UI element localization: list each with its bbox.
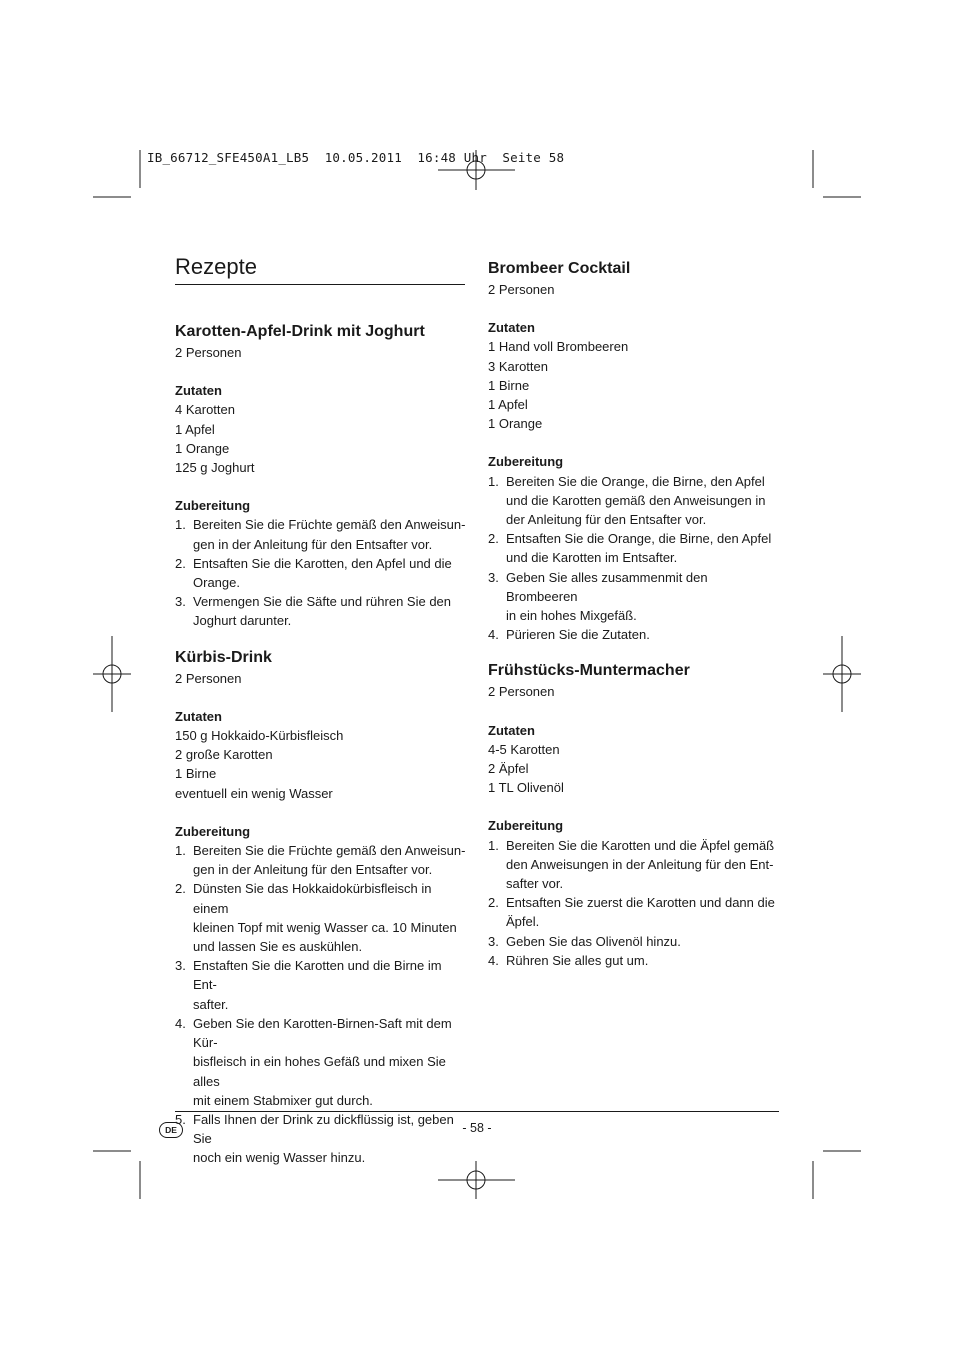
step-text-line: Vermengen Sie die Säfte und rühren Sie den [193, 594, 452, 610]
step-number: 5. [175, 1111, 186, 1127]
recipe-title: Kürbis-Drink [175, 648, 272, 666]
step-text-line: safter. [193, 996, 229, 1012]
step-text-line: gen in der Anleitung für den Entsafter vor. [193, 862, 433, 878]
step-text-line: safter vor. [506, 876, 564, 892]
step-number: 4. [175, 1015, 186, 1031]
step-text-line: Geben Sie das Olivenöl hinzu. [506, 933, 681, 949]
step-text-line: Rühren Sie alles gut um. [506, 952, 649, 968]
ingredient-item: 1 Birne [175, 766, 217, 782]
step-number: 4. [488, 627, 499, 643]
preparation-step [175, 879, 467, 956]
preparation-label: Zubereitung [488, 818, 564, 834]
registration-mark-left [93, 636, 131, 712]
preparation-label: Zubereitung [175, 823, 251, 839]
step-number: 4. [488, 952, 499, 968]
step-text-line: Geben Sie den Karotten-Birnen-Saft mit dem Kür- [193, 1015, 452, 1051]
step-text-line: Pürieren Sie die Zutaten. [506, 627, 650, 643]
preparation-label: Zubereitung [175, 498, 251, 514]
step-text-line: Entsaften Sie die Orange, die Birne, den Apfel [506, 531, 772, 547]
ingredient-item: 1 Hand voll Brombeeren [488, 339, 629, 355]
step-text-line: Geben Sie alles zusammenmit den Brombeeren [506, 569, 708, 604]
step-text-line: und die Karotten im Entsafter. [506, 550, 678, 566]
step-number: 3. [488, 933, 499, 949]
ingredient-item: 3 Karotten [488, 358, 548, 374]
step-text-line: Entsaften Sie zuerst die Karotten und dann die [506, 895, 775, 911]
step-number: 3. [488, 569, 499, 585]
preparation-step [488, 472, 780, 530]
recipe-kuerbis-drink [175, 647, 467, 1168]
preparation-step [488, 836, 780, 894]
preparation-steps [488, 472, 780, 645]
step-number: 1. [175, 517, 186, 533]
ingredients-list [488, 337, 780, 433]
step-text-line: Enstaften Sie die Karotten und die Birne im Ent- [193, 958, 442, 993]
preparation-step [488, 529, 780, 567]
step-text-line: und lassen Sie es auskühlen. [193, 939, 363, 955]
step-text-line: der Anleitung für den Entsafter vor. [506, 512, 707, 528]
page-number: - 58 - [462, 1121, 492, 1135]
recipe-fruehstuecks-muntermacher [488, 660, 780, 970]
step-text-line: Äpfel. [506, 914, 540, 930]
step-text-line: noch ein wenig Wasser hinzu. [193, 1150, 366, 1166]
step-number: 2. [488, 531, 499, 547]
recipe-title: Karotten-Apfel-Drink mit Joghurt [175, 323, 425, 340]
ingredient-item: 1 Orange [175, 440, 230, 456]
ingredient-item: 1 TL Olivenöl [488, 780, 564, 796]
step-text-line: Bereiten Sie die Früchte gemäß den Anweisun- [193, 517, 466, 533]
step-text-line: Bereiten Sie die Karotten und die Äpfel gemäß [506, 837, 775, 853]
ingredient-item: 2 große Karotten [175, 747, 273, 763]
ingredient-item: 125 g Joghurt [175, 460, 255, 476]
registration-mark-right [823, 636, 861, 712]
preparation-label: Zubereitung [488, 454, 564, 470]
step-text-line: Bereiten Sie die Orange, die Birne, den Apfel [506, 473, 765, 489]
recipe-karotten-apfel [175, 321, 467, 631]
step-text-line: in ein hohes Mixgefäß. [506, 608, 637, 624]
ingredients-label: Zutaten [488, 320, 535, 336]
step-number: 1. [175, 843, 186, 859]
preparation-step [175, 515, 467, 553]
registration-mark-top [438, 150, 515, 190]
ingredient-item: 1 Apfel [488, 397, 528, 413]
step-text-line: mit einem Stabmixer gut durch. [193, 1092, 373, 1108]
step-text-line: bisfleisch in ein hohes Gefäß und mixen Sie alles [193, 1054, 446, 1089]
step-text-line: Bereiten Sie die Früchte gemäß den Anweisun- [193, 843, 466, 859]
ingredients-label: Zutaten [488, 722, 535, 738]
recipe-brombeer-cocktail [488, 258, 780, 644]
step-text-line: Entsaften Sie die Karotten, den Apfel und die [193, 555, 452, 571]
preparation-step [175, 956, 467, 1014]
step-number: 2. [488, 895, 499, 911]
step-text-line: Dünsten Sie das Hokkaidokürbisfleisch in einem [193, 881, 432, 916]
preparation-steps [488, 836, 780, 970]
recipe-title: Frühstücks-Muntermacher [488, 662, 690, 680]
preparation-step [488, 951, 780, 970]
left-column [175, 254, 467, 1168]
recipe-servings: 2 Personen [175, 670, 242, 686]
step-text-line: Falls Ihnen der Drink zu dickflüssig ist, geben Sie [193, 1111, 454, 1147]
preparation-step [175, 1110, 467, 1168]
step-text-line: kleinen Topf mit wenig Wasser ca. 10 Minuten [193, 919, 457, 935]
page-title: Rezepte [175, 254, 465, 285]
ingredients-list [488, 740, 780, 798]
step-text-line: Joghurt darunter. [193, 613, 292, 629]
footer-rule [175, 1111, 779, 1112]
preparation-step [175, 592, 467, 630]
ingredient-item: 4 Karotten [175, 402, 235, 418]
ingredients-label: Zutaten [175, 708, 222, 724]
recipe-servings: 2 Personen [488, 282, 555, 297]
step-number: 1. [488, 473, 499, 489]
recipe-title: Brombeer Cocktail [488, 260, 631, 277]
step-number: 3. [175, 958, 186, 974]
preparation-step [488, 932, 780, 951]
recipe-servings: 2 Personen [175, 345, 242, 360]
step-text-line: Orange. [193, 575, 240, 591]
ingredient-item: 1 Orange [488, 416, 543, 432]
ingredients-list [175, 400, 467, 477]
step-number: 3. [175, 594, 186, 610]
ingredient-item: 1 Birne [488, 377, 530, 393]
print-slug: IB_66712_SFE450A1_LB5 10.05.2011 16:48 Uhr Seite 58 [147, 150, 565, 165]
language-badge: DE [159, 1122, 183, 1138]
preparation-steps [175, 841, 467, 1167]
ingredients-list [175, 726, 467, 803]
step-number: 1. [488, 837, 499, 853]
preparation-step [488, 568, 780, 626]
preparation-step [488, 625, 780, 644]
preparation-step [175, 1014, 467, 1110]
ingredient-item: 1 Apfel [175, 421, 215, 437]
preparation-step [488, 893, 780, 931]
ingredient-item: eventuell ein wenig Wasser [175, 785, 333, 801]
ingredient-item: 4-5 Karotten [488, 741, 560, 757]
ingredient-item: 150 g Hokkaido-Kürbisfleisch [175, 728, 344, 744]
recipe-servings: 2 Personen [488, 684, 555, 700]
ingredient-item: 2 Äpfel [488, 761, 529, 777]
step-text-line: gen in der Anleitung für den Entsafter vor. [193, 536, 433, 552]
right-column [488, 258, 780, 970]
preparation-step [175, 841, 467, 879]
ingredients-label: Zutaten [175, 383, 222, 399]
step-number: 2. [175, 555, 186, 571]
preparation-step [175, 554, 467, 592]
step-number: 2. [175, 881, 186, 897]
step-text-line: den Anweisungen in der Anleitung für den Ent- [506, 856, 774, 872]
step-text-line: und die Karotten gemäß den Anweisungen in [506, 492, 766, 508]
preparation-steps [175, 515, 467, 630]
